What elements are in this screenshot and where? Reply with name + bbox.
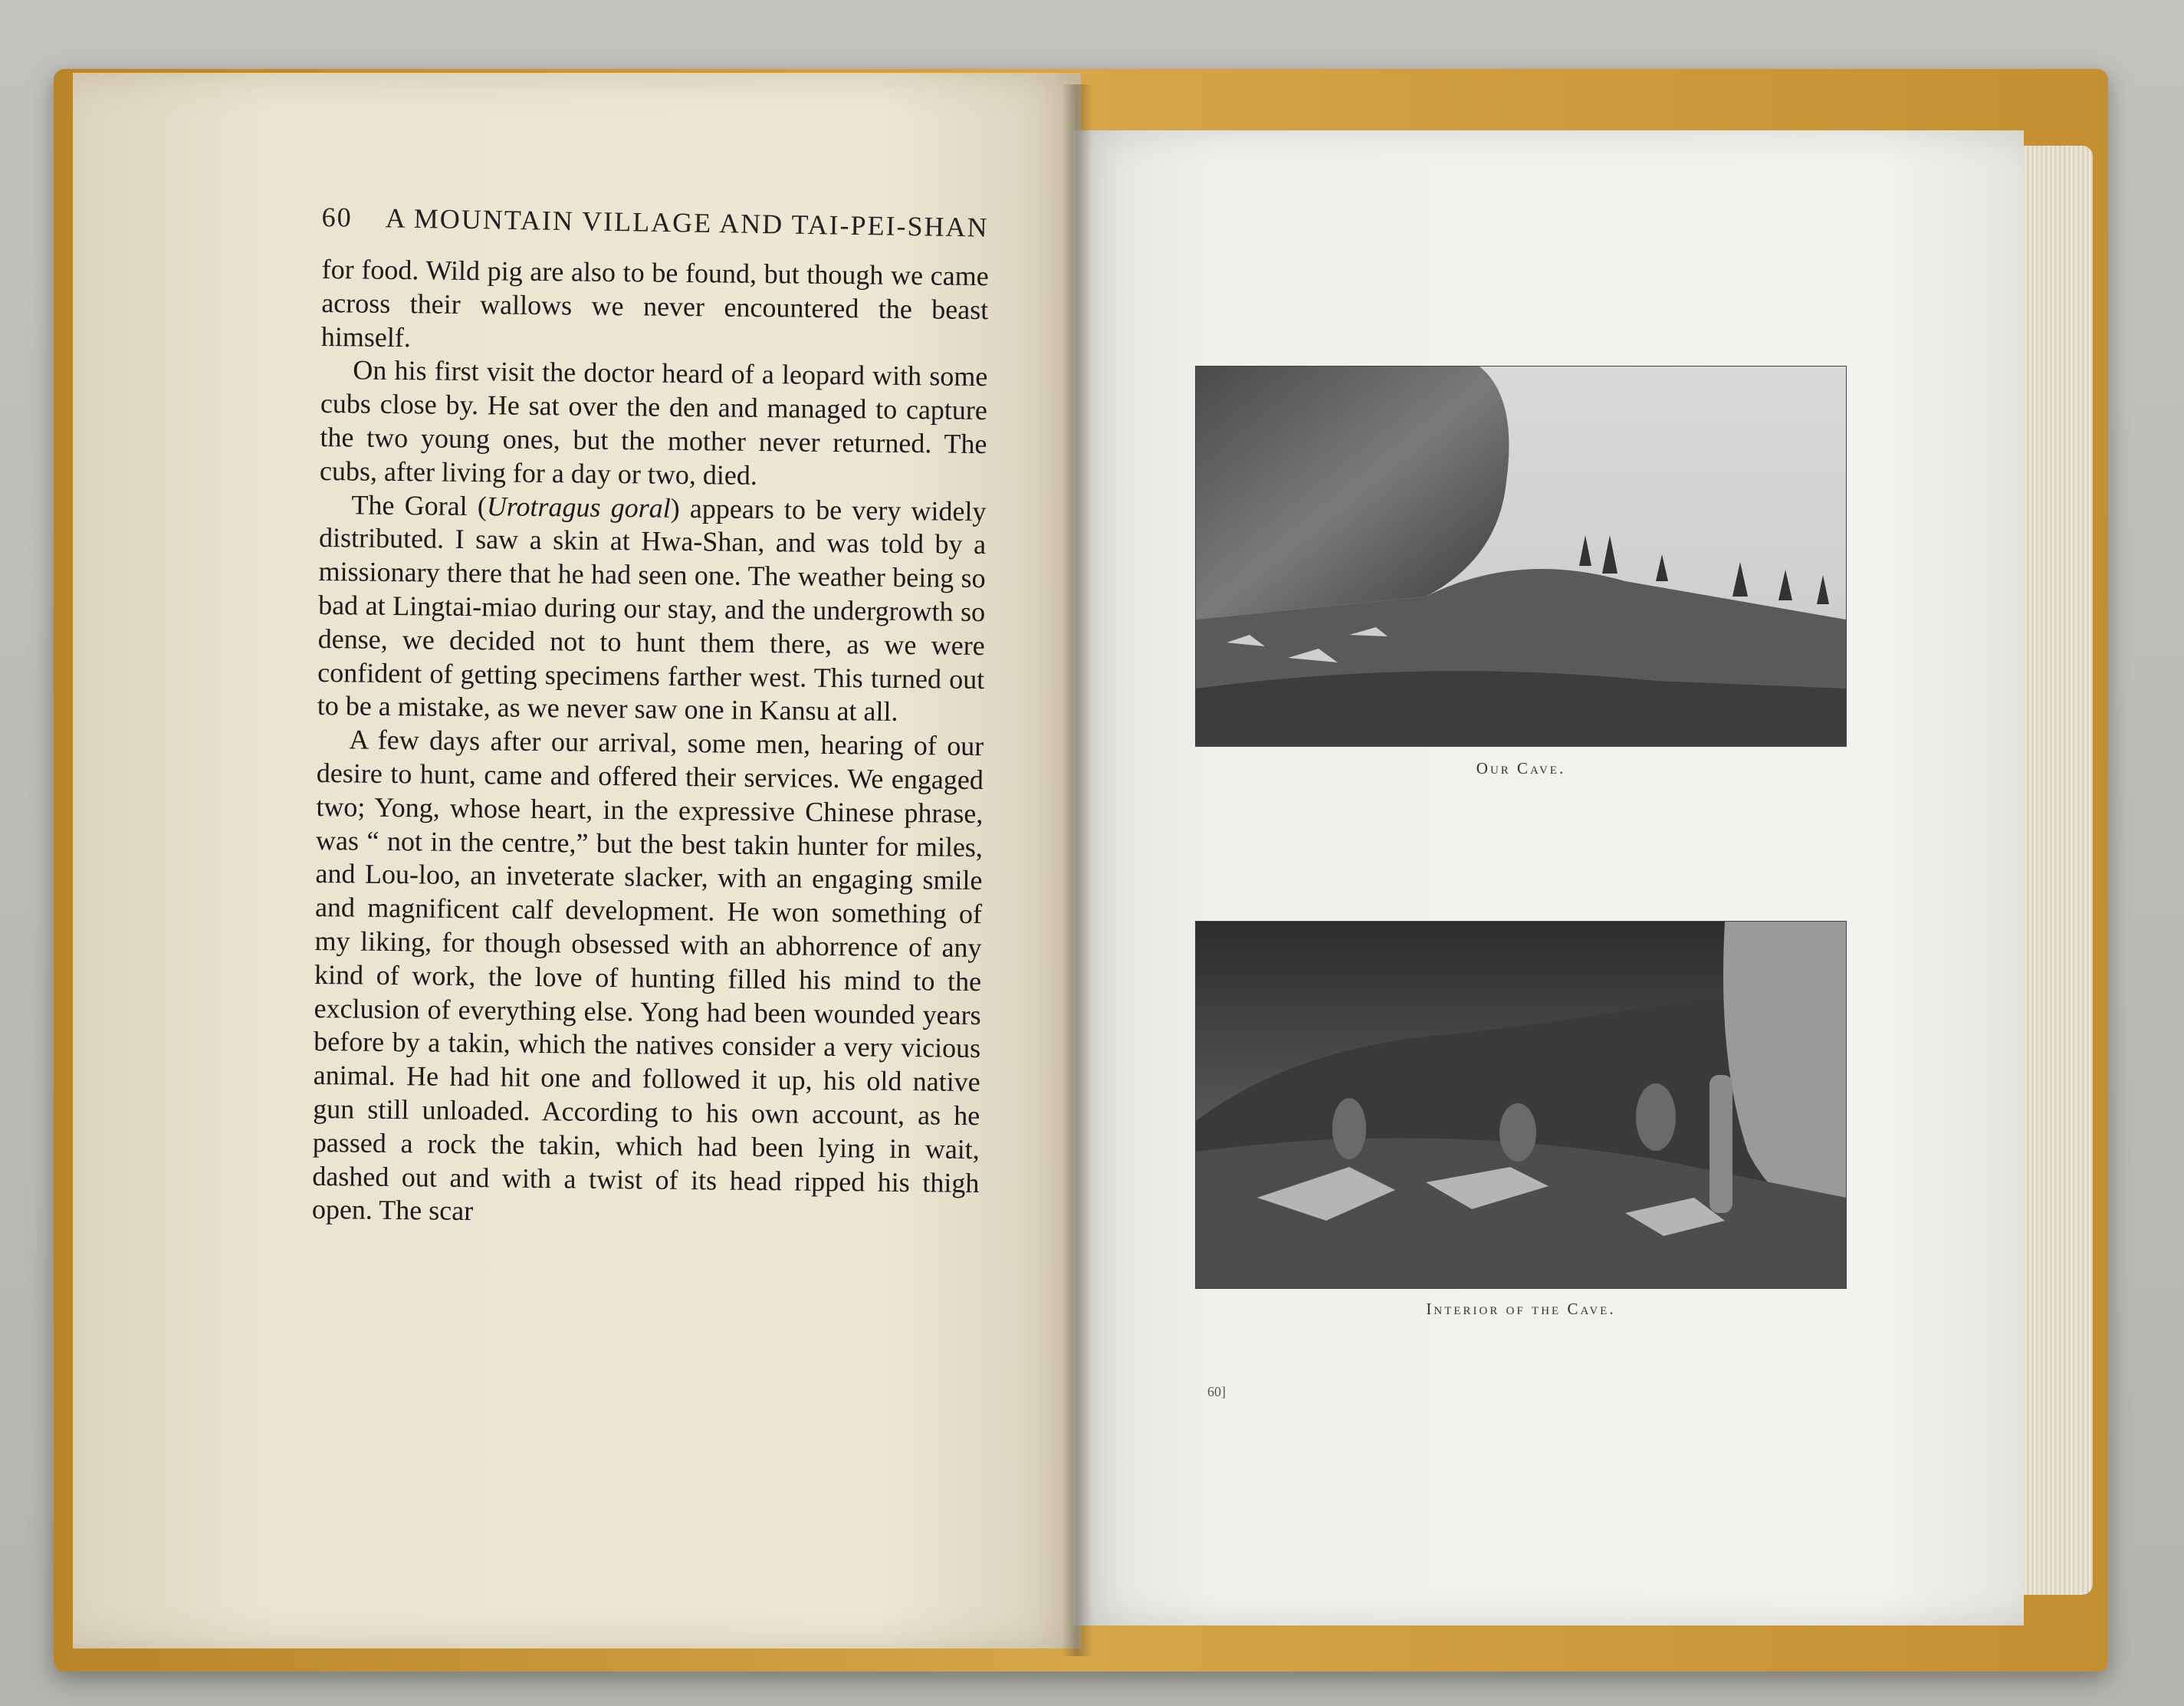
goral-latin-name: Urotragus goral	[486, 490, 671, 524]
page-edges	[2020, 146, 2093, 1595]
caption-our-cave: Our Cave.	[1476, 759, 1566, 777]
book-gutter	[1062, 84, 1092, 1656]
plate-our-cave	[1196, 367, 1846, 746]
paragraph-3	[317, 488, 987, 731]
goral-text-before: The Goral (	[351, 489, 488, 521]
paragraph-2: On his first visit the doctor heard of a leopard with some cubs close by. He sat over the den and managed to capture the two young ones, but the mother never returned. The cubs, after living for a day or two, died.	[319, 354, 988, 491]
cave-exterior-image	[1196, 367, 1846, 746]
plate-page-mark: 60]	[1207, 1384, 1226, 1399]
paragraph-4: A few days after our arrival, some men, hearing of our desire to hunt, came and offered their services. We engaged two; Yong, whose heart, in the expressive Chinese phrase, was “ not in the centre,” but the best takin hunter for miles, and Lou-loo, an inveterate slacker, with an engaging smile and magnificent calf development. He won something of my liking, for though obsessed with an abhorrence of any kind of work, the love of hunting filled his mind to the exclusion of everything else. Yong had been wounded years before by a takin, which the natives consider a very vicious animal. He had hit one and followed it up, his old native gun still unloaded. According to his own account, as he passed a rock the takin, which had been lying in wait, dashed out and with a twist of its head ripped his thigh open. The scar	[311, 724, 984, 1227]
running-head-title: A MOUNTAIN VILLAGE AND TAI-PEI-SHAN	[385, 202, 989, 243]
caption-interior-cave: Interior of the Cave.	[1426, 1300, 1616, 1318]
right-page	[1073, 130, 2024, 1625]
cave-interior-image	[1196, 922, 1846, 1288]
paragraph-1: for food. Wild pig are also to be found, but though we came across their wallows we never encountered the beast himself.	[320, 253, 989, 353]
plate-interior-cave	[1196, 922, 1846, 1288]
left-page-body	[312, 253, 989, 1234]
goral-text-after: ) appears to be very widely distributed. I saw a skin at Hwa-Shan, and was told by a missionary there that he had seen one. The weather being so bad at Lingtai-miao during our stay, and the undergrowth so dense, we decided not to hunt them there, as we were confident of getting specimens farther west. This turned out to be a mistake, as we never saw one in Kansu at all.	[317, 492, 987, 728]
page-number: 60	[321, 201, 353, 233]
